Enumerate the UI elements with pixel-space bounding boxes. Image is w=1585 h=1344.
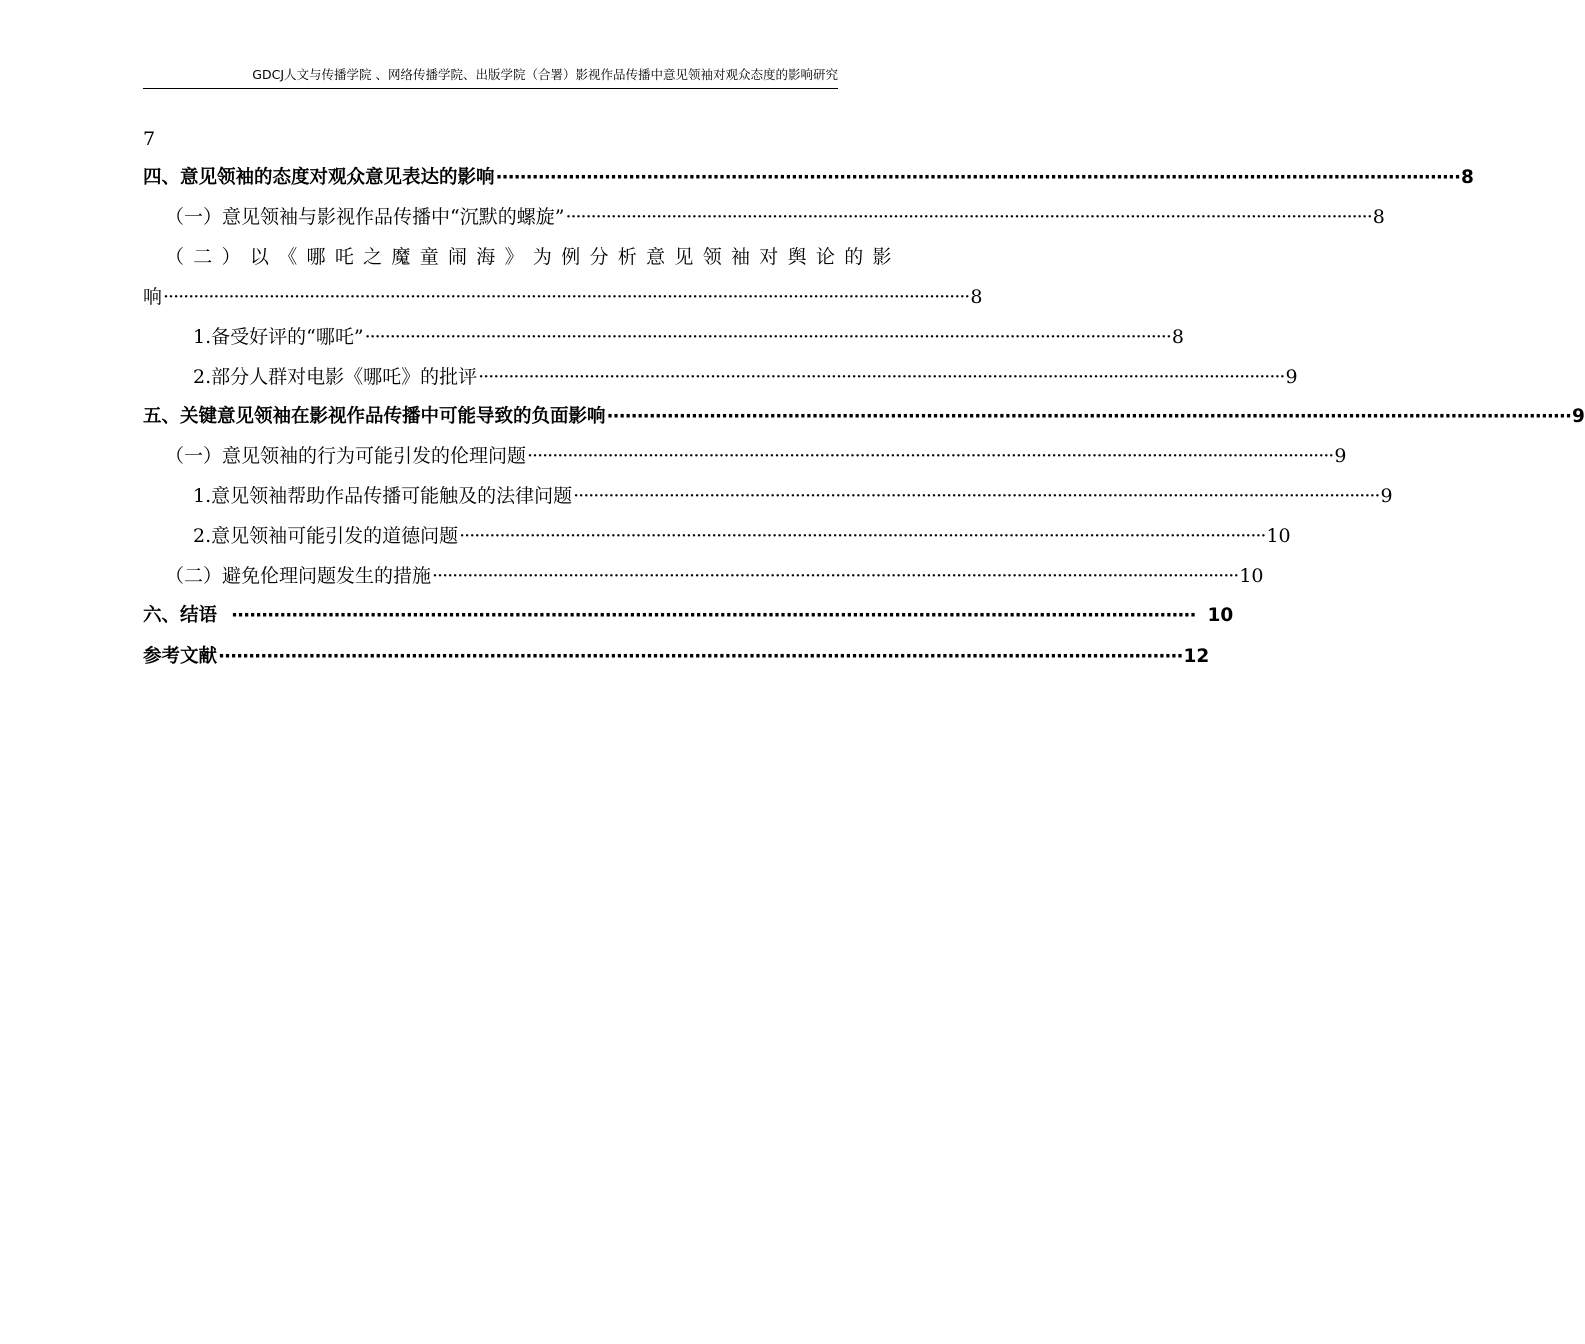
toc-entry-title: 1.意见领袖帮助作品传播可能触及的法律问题 xyxy=(193,485,573,507)
toc-entry-title: 1.备受好评的“哪吒” xyxy=(193,326,364,348)
toc-entry-page: 9 xyxy=(1380,485,1393,507)
toc-leader-dots: ································································································································································ xyxy=(231,605,1196,626)
toc-entry-title-line1[interactable]: （二）以《哪吒之魔童闹海》为例分析意见领袖对舆论的影 xyxy=(165,246,901,268)
toc-entry[interactable] xyxy=(143,645,1210,669)
toc-entry-title: 2.部分人群对电影《哪吒》的批评 xyxy=(193,366,478,388)
toc-entry[interactable] xyxy=(193,524,1291,548)
toc-entry-title: 四、意见领袖的态度对观众意见表达的影响 xyxy=(143,167,495,188)
toc-entry-title: （一）意见领袖与影视作品传播中“沉默的螺旋” xyxy=(165,206,565,228)
toc-entry-page: 12 xyxy=(1183,646,1210,667)
toc-leader-dots: ································································································································································ xyxy=(218,646,1183,667)
toc-entry-title: 2.意见领袖可能引发的道德问题 xyxy=(193,525,459,547)
toc-entry-page: 9 xyxy=(1334,445,1347,467)
toc-entry-page: 8 xyxy=(1171,326,1184,348)
running-header-text: GDCJ人文与传播学院 、网络传播学院、出版学院（合署）影视作品传播中意见领袖对观众态度的影响研究 xyxy=(252,67,838,82)
toc-entry[interactable] xyxy=(143,604,1234,628)
toc-entry-page: 9 xyxy=(1571,406,1585,427)
toc-entry[interactable] xyxy=(143,285,983,309)
toc-entry[interactable] xyxy=(165,205,1385,229)
toc-entry-title: 参考文献 xyxy=(143,646,218,667)
toc-leader-dots: ································································································································································ xyxy=(478,366,1285,388)
toc-entry[interactable] xyxy=(165,444,1347,468)
toc-entry[interactable] xyxy=(193,365,1298,389)
toc-leader-dots: ································································································································································ xyxy=(364,326,1171,348)
toc-entry-title: 六、结语 xyxy=(143,605,218,626)
toc-entry[interactable] xyxy=(193,484,1393,508)
toc-entry[interactable] xyxy=(193,325,1184,349)
toc-entry-page: 10 xyxy=(1239,565,1264,587)
toc-leader-dots: ································································································································································ xyxy=(495,167,1460,188)
toc-leader-dots: ································································································································································ xyxy=(606,406,1571,427)
toc-entry-page: 8 xyxy=(1460,167,1474,188)
toc-entry-page: 9 xyxy=(1285,366,1298,388)
toc-leader-dots: ································································································································································ xyxy=(573,485,1380,507)
toc-entry[interactable] xyxy=(143,405,1585,429)
toc-entry-page: 8 xyxy=(1372,206,1385,228)
toc-entry-page: 8 xyxy=(970,286,983,308)
toc-entry[interactable] xyxy=(143,166,1474,190)
toc-leader-dots: ································································································································································ xyxy=(163,286,970,308)
toc-entry-title: （二）避免伦理问题发生的措施 xyxy=(165,565,432,587)
toc-leader-dots: ································································································································································ xyxy=(527,445,1334,467)
toc-carry-page-number: 7 xyxy=(143,128,156,150)
toc-entry[interactable] xyxy=(165,564,1264,588)
toc-leader-dots: ································································································································································ xyxy=(565,206,1372,228)
toc-leader-dots: ································································································································································ xyxy=(432,565,1239,587)
toc-entry-title: 五、关键意见领袖在影视作品传播中可能导致的负面影响 xyxy=(143,406,606,427)
toc-leader-dots: ································································································································································ xyxy=(459,525,1266,547)
toc-entry-page: 10 xyxy=(1207,605,1234,626)
toc-entry-page: 10 xyxy=(1266,525,1291,547)
toc-entry-title-line2: 响 xyxy=(143,286,163,308)
toc-entry-title: （一）意见领袖的行为可能引发的伦理问题 xyxy=(165,445,527,467)
